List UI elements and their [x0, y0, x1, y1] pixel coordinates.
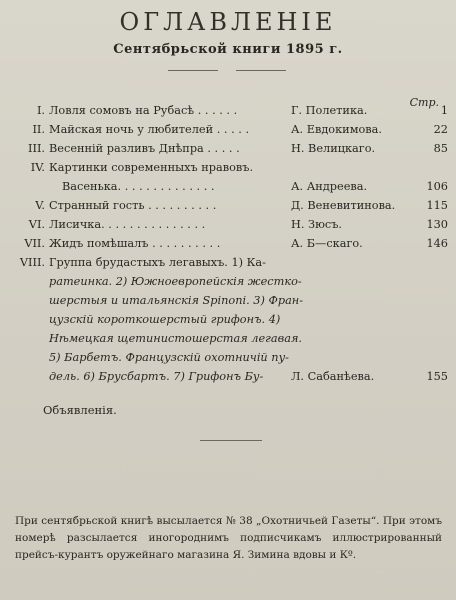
divider-bottom [200, 440, 262, 441]
toc-entry: III. Весеннiй разливъ Днѣпра . . . . . Н. Велицкаго. 85 [28, 142, 448, 155]
footer-note: При сентябрьской книгѣ высылается № 38 „Охотничьей Газеты“. При этомъ номерѣ разсылается иногороднимъ подписчикамъ иллюстрированный прейсъ-курантъ оружейнаго магазина Я. Зимина вдовы и Кº. [15, 515, 442, 561]
divider-right [236, 70, 286, 71]
toc-entry: VI. Лисичка. . . . . . . . . . . . . . . Н. Зюсъ. 130 [28, 218, 448, 231]
divider-left [168, 70, 218, 71]
toc-entry-continuation: шерстыя и итальянскiя Spinoni. 3) Фран- [49, 294, 304, 307]
toc-entry-continuation: ратеинка. 2) Южноевропейскiя жестко- [49, 275, 302, 288]
toc-entry: V. Странный гость . . . . . . . . . . Д. Веневитинова. 115 [35, 199, 448, 212]
toc-entry-continuation: Нѣмецкая щетинистошерстая легавая. [49, 332, 303, 345]
toc-entry: VII. Жидъ помѣшалъ . . . . . . . . . . А. Б—скаго. 146 [24, 237, 448, 250]
toc-entry-continuation: дель. 6) Брусбартъ. 7) Грифонъ Бу- Л. Сабанѣева. 155 [49, 370, 448, 383]
advertisements-entry: Объявленiя. [43, 403, 117, 417]
page-subtitle: Сентябрьской книги 1895 г. [113, 42, 343, 57]
toc-entry: IV. Картинки современныхъ нравовъ. [30, 161, 254, 174]
toc-entry: VIII. Группа брудастыхъ легавыхъ. 1) Ка- [19, 256, 266, 269]
toc-entry-continuation: 5) Барбетъ. Французскiй охотничiй пу- [49, 351, 289, 364]
toc-entry-continuation: цузскiй короткошерстый грифонъ. 4) [49, 313, 281, 326]
toc-entry-continuation: Васенька. . . . . . . . . . . . . . А. Андреева. 106 [62, 180, 448, 193]
table-of-contents [0, 104, 456, 404]
toc-entry: II. Майская ночь у любителей . . . . . А. Евдокимова. 22 [32, 123, 448, 136]
page-column-header: Стр. [409, 96, 439, 109]
page-title: ОГЛАВЛЕНIЕ [119, 8, 337, 36]
toc-entry: I. Ловля сомовъ на Рубасѣ . . . . . . Г. Полетика. 1 [36, 104, 448, 117]
